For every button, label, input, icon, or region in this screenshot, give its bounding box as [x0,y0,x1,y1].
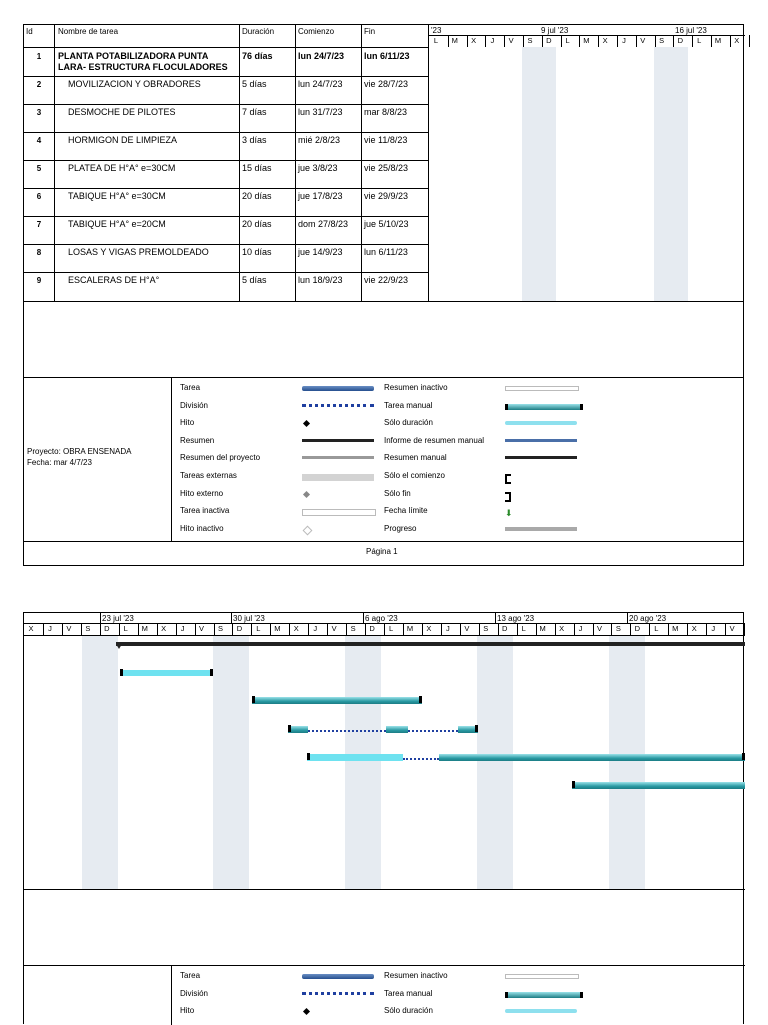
day-label: X [734,36,740,45]
project-name: Proyecto: OBRA ENSENADA [27,447,132,456]
day-label: D [104,624,110,633]
legend-label: Sólo duración [384,1006,433,1016]
week-label: 9 jul '23 [541,26,569,35]
project-date: Fecha: mar 4/7/23 [27,458,92,467]
day-label: J [48,624,52,633]
week-label: 6 ago '23 [365,614,398,623]
week-label: 23 jul '23 [102,614,134,623]
task-bar-6[interactable] [572,782,745,789]
day-label: L [433,36,439,45]
day-label: S [217,624,223,633]
legend-label: Resumen [180,435,215,445]
day-label: D [634,624,641,633]
row-start: lun 24/7/23 [298,79,343,89]
row-task-name: HORMIGON DE LIMPIEZA [68,135,178,145]
legend-label: Informe de resumen manual [384,435,485,445]
day-label: M [672,624,679,633]
day-label: S [85,624,91,633]
week-label: '23 [431,26,442,35]
day-label: L [123,624,128,633]
week-label: 30 jul '23 [233,614,265,623]
row-start: lun 18/9/23 [298,275,343,285]
page-number: Página 1 [366,547,398,556]
legend-symbol [302,509,376,516]
row-id: 3 [36,108,42,117]
day-label: D [546,36,552,45]
row-end: vie 11/8/23 [364,135,408,145]
day-label: X [293,624,299,633]
row-task-name: LOSAS Y VIGAS PREMOLDEADO [68,247,209,257]
legend-label: Resumen manual [384,453,447,463]
row-task-name: PLATEA DE H°A° e=30CM [68,163,176,173]
legend-label: Sólo fin [384,488,411,498]
row-end: lun 6/11/23 [364,247,408,257]
summary-bar[interactable] [116,642,745,646]
day-label: J [313,624,318,633]
day-label: S [527,36,533,45]
legend-symbol [505,1009,577,1013]
week-label: 16 jul '23 [675,26,707,35]
legend-symbol: ⬇ [505,508,513,519]
row-duration: 76 días [242,51,273,61]
legend-label: Tareas externas [180,471,237,480]
day-label: J [622,36,626,45]
day-label: V [596,624,602,633]
row-end: vie 25/8/23 [364,163,409,173]
legend-label: Tarea [180,971,201,980]
day-label: D [502,624,508,633]
gantt-page-1 [23,24,744,566]
row-start: lun 24/7/23 [298,51,345,61]
legend-symbol [505,992,583,998]
col-header-end[interactable]: Fin [364,27,376,36]
row-task-name: DESMOCHE DE PILOTES [68,107,176,117]
table-row[interactable] [24,216,429,245]
day-label: D [369,624,375,633]
legend-label: Progreso [384,523,417,533]
row-duration: 10 días [242,247,272,257]
row-end: vie 28/7/23 [364,79,409,89]
legend-label: Tarea [180,383,201,392]
row-task-name-line2: LARA- ESTRUCTURA FLOCULADORES [58,62,228,72]
legend-symbol [302,974,374,979]
legend-symbol [302,404,374,407]
legend-symbol [302,992,374,995]
day-label: M [539,624,546,633]
row-start: jue 17/8/23 [298,191,343,201]
table-row[interactable] [24,76,429,105]
legend-label: Hito [180,418,195,428]
table-row[interactable] [24,48,429,77]
legend-symbol [505,456,577,459]
legend-symbol [505,527,577,531]
day-label: S [659,36,665,45]
legend-label: Sólo el comienzo [384,471,445,480]
row-end: vie 22/9/23 [364,275,409,285]
day-label: V [640,36,646,45]
task-bar-2[interactable] [120,670,213,676]
legend-symbol [505,974,579,979]
row-task-name: PLANTA POTABILIZADORA PUNTA [58,51,209,61]
day-label: X [471,36,477,45]
day-label: M [583,36,590,45]
legend-symbol [302,421,309,426]
day-label: M [274,624,281,633]
day-label: M [141,624,148,633]
day-label: V [331,624,337,633]
legend-label: División [180,400,209,410]
day-label: X [161,624,167,633]
row-task-name: TABIQUE H°A° e=20CM [68,219,166,229]
day-label: J [490,36,495,45]
col-header-start[interactable]: Comienzo [298,27,335,36]
legend-symbol [302,456,374,459]
row-id: 4 [36,136,42,145]
legend-symbol [302,492,309,497]
row-duration: 5 días [242,79,267,89]
day-label: X [28,624,34,633]
table-row[interactable] [24,104,429,133]
row-id: 9 [36,276,42,285]
legend-symbol [505,421,577,425]
task-bar-5[interactable] [307,754,745,761]
week-label: 13 ago '23 [497,614,535,623]
summary-start-marker [116,644,122,649]
legend-label: Tarea manual [384,988,433,998]
day-label: V [464,624,470,633]
row-task-name: TABIQUE H°A° e=30CM [68,191,166,201]
row-start: jue 3/8/23 [298,163,338,173]
gantt-page-2 [23,612,744,1024]
day-label: S [350,624,356,633]
day-label: J [446,624,450,633]
day-label: X [559,624,565,633]
day-label: L [521,624,526,633]
table-row[interactable] [24,244,429,273]
legend-symbol [302,527,311,534]
row-end: lun 6/11/23 [364,51,410,61]
table-row[interactable] [24,272,429,301]
task-bar-4[interactable] [288,726,478,733]
col-header-duration[interactable]: Duración [242,27,275,36]
row-id: 8 [36,248,42,257]
day-label: V [66,624,72,633]
legend-label: Sólo duración [384,418,433,428]
row-end: jue 5/10/23 [364,219,409,229]
row-start: jue 14/9/23 [298,247,343,257]
timeline-header-2 [24,613,745,635]
row-id: 2 [36,80,42,89]
day-label: V [508,36,514,45]
day-label: J [180,624,185,633]
legend-symbol [505,439,577,442]
legend-label: Tarea manual [384,400,433,410]
timeline-header [429,25,745,47]
day-label: D [236,624,243,633]
legend-label: Resumen del proyecto [180,453,261,463]
legend-label: División [180,988,209,998]
task-bar-3[interactable] [252,697,422,704]
legend-symbol [302,386,374,391]
day-label: L [565,36,570,45]
legend-symbol [505,404,583,410]
col-header-id[interactable]: Id [26,27,33,36]
legend-symbol [505,474,511,484]
row-duration: 5 días [242,275,267,285]
legend-symbol [302,474,374,481]
legend-label: Hito inactivo [180,523,224,533]
legend-symbol [505,492,511,502]
table-row[interactable] [24,188,429,217]
day-label: M [714,36,722,45]
legend-label: Tarea inactiva [180,506,230,516]
legend-label: Hito [180,1006,195,1016]
row-start: dom 27/8/23 [298,219,349,229]
row-id: 6 [36,192,42,201]
table-row[interactable] [24,132,429,161]
day-label: S [483,624,489,633]
day-label: X [691,624,697,633]
legend-symbol [302,1009,309,1014]
day-label: X [426,624,432,633]
day-label: V [199,624,205,633]
row-task-name: MOVILIZACION Y OBRADORES [68,79,201,89]
row-duration: 20 días [242,191,272,201]
row-duration: 20 días [242,219,272,229]
row-end: vie 29/9/23 [364,191,409,201]
row-duration: 15 días [242,163,272,173]
row-task-name: ESCALERAS DE H°A° [68,275,160,285]
row-id: 5 [36,164,42,173]
day-label: L [654,624,659,633]
legend-label: Resumen inactivo [384,971,448,980]
table-row[interactable] [24,160,429,189]
day-label: S [615,624,621,633]
legend-label: Fecha límite [384,506,428,516]
row-end: mar 8/8/23 [364,107,408,117]
legend-symbol [302,439,374,442]
day-label: M [451,36,458,45]
day-label: L [256,624,261,633]
legend-symbol [505,386,579,391]
row-start: mié 2/8/23 [298,135,341,145]
day-label: L [697,36,702,45]
day-label: V [729,624,735,633]
row-duration: 7 días [242,107,267,117]
row-id: 1 [36,52,42,61]
row-duration: 3 días [242,135,267,145]
row-start: lun 31/7/23 [298,107,343,117]
day-label: L [388,624,394,633]
col-header-name[interactable]: Nombre de tarea [58,27,119,36]
legend-label: Resumen inactivo [384,383,448,392]
week-label: 20 ago '23 [629,614,667,623]
day-label: D [677,36,684,45]
row-id: 7 [36,220,42,229]
day-label: J [578,624,583,633]
day-label: M [406,624,414,633]
day-label: X [602,36,608,45]
legend-label: Hito externo [180,488,224,498]
day-label: J [711,624,716,633]
